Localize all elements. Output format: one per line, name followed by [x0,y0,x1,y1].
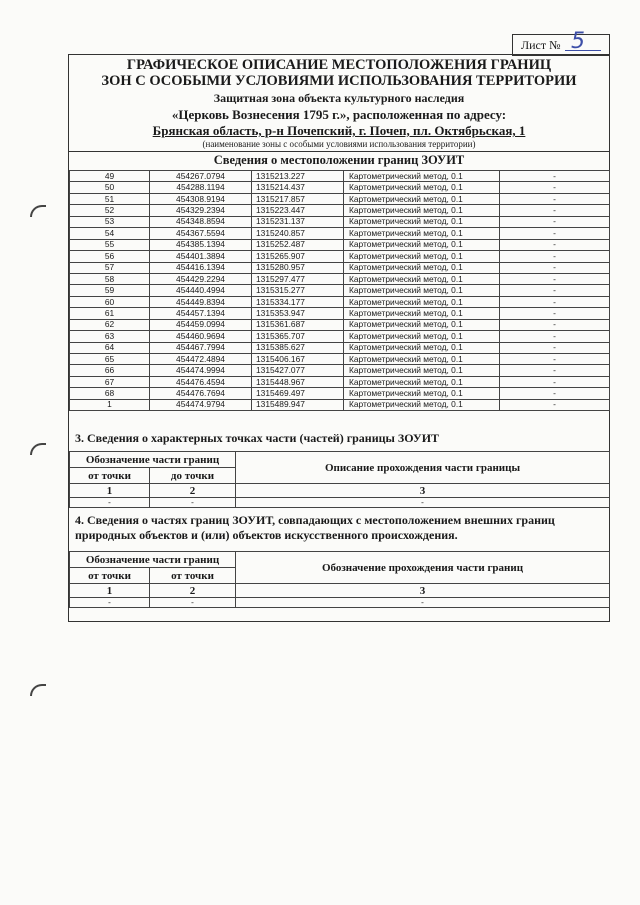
mark-cell: - [500,228,610,239]
method-cell: Картометрический метод, 0.1 [344,239,500,250]
empty-cell: - [150,498,236,508]
empty-cell: - [150,598,236,608]
coord-x: 454385.1394 [150,239,252,250]
point-number: 63 [70,331,150,342]
coord-x: 454467.7994 [150,342,252,353]
table-row [70,342,610,353]
mark-cell: - [500,182,610,193]
empty-cell: - [236,598,610,608]
column-number: 3 [236,584,610,598]
method-cell: Картометрический метод, 0.1 [344,365,500,376]
to-point-header: от точки [150,568,236,584]
point-number: 55 [70,239,150,250]
coord-x: 454329.2394 [150,205,252,216]
coord-y: 1315280.957 [252,262,344,273]
method-cell: Картометрический метод, 0.1 [344,285,500,296]
mark-cell: - [500,308,610,319]
section4-title-line2: природных объектов и (или) объектов искусственного происхождения. [75,528,458,542]
coordinates-table-body [70,171,610,411]
coord-x: 454401.3894 [150,251,252,262]
point-number: 1 [70,399,150,410]
table-row [70,193,610,204]
mark-cell: - [500,171,610,182]
part-group-header: Обозначение части границ [70,452,236,468]
column-number: 2 [150,584,236,598]
coordinates-table [69,170,610,411]
column-number: 1 [70,584,150,598]
punch-hole-mark [30,443,46,455]
coord-y: 1315353.947 [252,308,344,319]
table-row [70,399,610,410]
doc-title-line1: ГРАФИЧЕСКОЕ ОПИСАНИЕ МЕСТОПОЛОЖЕНИЯ ГРАНИЦ [126,57,552,73]
from-point-header: от точки [70,468,150,484]
doc-caption: (наименование зоны с особыми условиями использования территории) [202,139,476,149]
coord-x: 454476.7694 [150,388,252,399]
sheet-label: Лист № [521,38,561,52]
mark-cell: - [500,319,610,330]
coord-y: 1315223.447 [252,205,344,216]
coord-x: 454288.1194 [150,182,252,193]
table-row [70,262,610,273]
method-cell: Картометрический метод, 0.1 [344,262,500,273]
point-number: 53 [70,216,150,227]
method-cell: Картометрический метод, 0.1 [344,193,500,204]
divider [69,151,609,152]
section3-title: 3. Сведения о характерных точках части (частей) границы ЗОУИТ [75,431,440,445]
point-number: 65 [70,354,150,365]
method-cell: Картометрический метод, 0.1 [344,399,500,410]
method-cell: Картометрический метод, 0.1 [344,376,500,387]
mark-cell: - [500,285,610,296]
coord-x: 454429.2294 [150,273,252,284]
point-number: 64 [70,342,150,353]
coord-y: 1315406.167 [252,354,344,365]
table-row [70,308,610,319]
method-cell: Картометрический метод, 0.1 [344,296,500,307]
coord-x: 454460.9694 [150,331,252,342]
table-row [70,365,610,376]
coord-y: 1315252.487 [252,239,344,250]
method-cell: Картометрический метод, 0.1 [344,216,500,227]
coord-y: 1315427.077 [252,365,344,376]
coord-y: 1315265.907 [252,251,344,262]
mark-cell: - [500,354,610,365]
coord-x: 454308.9194 [150,193,252,204]
table-row [70,354,610,365]
method-cell: Картометрический метод, 0.1 [344,331,500,342]
section4-table [69,551,610,608]
mark-cell: - [500,399,610,410]
coord-y: 1315489.947 [252,399,344,410]
section4-title-line1: 4. Сведения о частях границ ЗОУИТ, совпадающих с местоположением внешних границ [75,513,555,527]
coord-x: 454459.0994 [150,319,252,330]
coord-x: 454416.1394 [150,262,252,273]
coord-y: 1315361.687 [252,319,344,330]
coord-y: 1315365.707 [252,331,344,342]
coord-x: 454474.9994 [150,365,252,376]
method-cell: Картометрический метод, 0.1 [344,319,500,330]
coord-x: 454457.1394 [150,308,252,319]
table-row [70,273,610,284]
coord-y: 1315214.437 [252,182,344,193]
coord-y: 1315213.227 [252,171,344,182]
coord-x: 454367.5594 [150,228,252,239]
table-row [70,319,610,330]
coord-x: 454348.8594 [150,216,252,227]
section2-title: Сведения о местоположении границ ЗОУИТ [213,153,465,167]
method-cell: Картометрический метод, 0.1 [344,228,500,239]
coord-y: 1315448.967 [252,376,344,387]
mark-cell: - [500,296,610,307]
point-number: 67 [70,376,150,387]
mark-cell: - [500,388,610,399]
doc-address: Брянская область, р-н Почепский, г. Почеп, пл. Октябрьская, 1 [152,123,526,138]
method-cell: Картометрический метод, 0.1 [344,388,500,399]
mark-cell: - [500,239,610,250]
point-number: 57 [70,262,150,273]
method-cell: Картометрический метод, 0.1 [344,171,500,182]
punch-hole-mark [30,684,46,696]
mark-cell: - [500,376,610,387]
section3-table [69,451,610,508]
doc-zone-type: Защитная зона объекта культурного наследия [213,91,465,105]
method-cell: Картометрический метод, 0.1 [344,251,500,262]
coord-y: 1315385.627 [252,342,344,353]
coord-y: 1315217.857 [252,193,344,204]
table-row [70,205,610,216]
coord-x: 454449.8394 [150,296,252,307]
table-row [70,182,610,193]
point-number: 62 [70,319,150,330]
table-row [70,228,610,239]
part-desc-header: Описание прохождения части границы [236,452,610,484]
mark-cell: - [500,193,610,204]
method-cell: Картометрический метод, 0.1 [344,342,500,353]
coord-y: 1315334.177 [252,296,344,307]
method-cell: Картометрический метод, 0.1 [344,308,500,319]
to-point-header: до точки [150,468,236,484]
coord-x: 454440.4994 [150,285,252,296]
coord-y: 1315297.477 [252,273,344,284]
part-desc-header: Обозначение прохождения части границ [236,552,610,584]
empty-cell: - [70,498,150,508]
sheet-number: 5 [571,29,585,54]
method-cell: Картометрический метод, 0.1 [344,205,500,216]
document-frame [68,54,610,622]
point-number: 54 [70,228,150,239]
table-row [70,251,610,262]
point-number: 66 [70,365,150,376]
coord-x: 454267.0794 [150,171,252,182]
sheet-number-box [512,29,610,56]
column-number: 3 [236,484,610,498]
point-number: 50 [70,182,150,193]
table-row [70,388,610,399]
point-number: 58 [70,273,150,284]
table-row [70,376,610,387]
column-number: 1 [70,484,150,498]
doc-object-name: «Церковь Вознесения 1795 г.», расположенная по адресу: [171,107,507,122]
mark-cell: - [500,205,610,216]
coord-y: 1315240.857 [252,228,344,239]
mark-cell: - [500,273,610,284]
table-row [70,285,610,296]
coord-x: 454476.4594 [150,376,252,387]
point-number: 60 [70,296,150,307]
point-number: 61 [70,308,150,319]
part-group-header: Обозначение части границ [70,552,236,568]
coord-x: 454472.4894 [150,354,252,365]
coord-x: 454474.9794 [150,399,252,410]
from-point-header: от точки [70,568,150,584]
table-row [70,296,610,307]
mark-cell: - [500,365,610,376]
table-row [70,239,610,250]
point-number: 51 [70,193,150,204]
empty-cell: - [70,598,150,608]
point-number: 49 [70,171,150,182]
point-number: 59 [70,285,150,296]
point-number: 56 [70,251,150,262]
coord-y: 1315469.497 [252,388,344,399]
mark-cell: - [500,251,610,262]
method-cell: Картометрический метод, 0.1 [344,273,500,284]
empty-cell: - [236,498,610,508]
mark-cell: - [500,331,610,342]
doc-title-line2: ЗОН С ОСОБЫМИ УСЛОВИЯМИ ИСПОЛЬЗОВАНИЯ ТЕРРИТОРИИ [101,73,577,89]
mark-cell: - [500,262,610,273]
method-cell: Картометрический метод, 0.1 [344,354,500,365]
column-number: 2 [150,484,236,498]
table-row [70,331,610,342]
method-cell: Картометрический метод, 0.1 [344,182,500,193]
coord-y: 1315231.137 [252,216,344,227]
mark-cell: - [500,342,610,353]
table-row [70,216,610,227]
coord-y: 1315315.277 [252,285,344,296]
table-row [70,171,610,182]
punch-hole-mark [30,205,46,217]
point-number: 52 [70,205,150,216]
mark-cell: - [500,216,610,227]
point-number: 68 [70,388,150,399]
